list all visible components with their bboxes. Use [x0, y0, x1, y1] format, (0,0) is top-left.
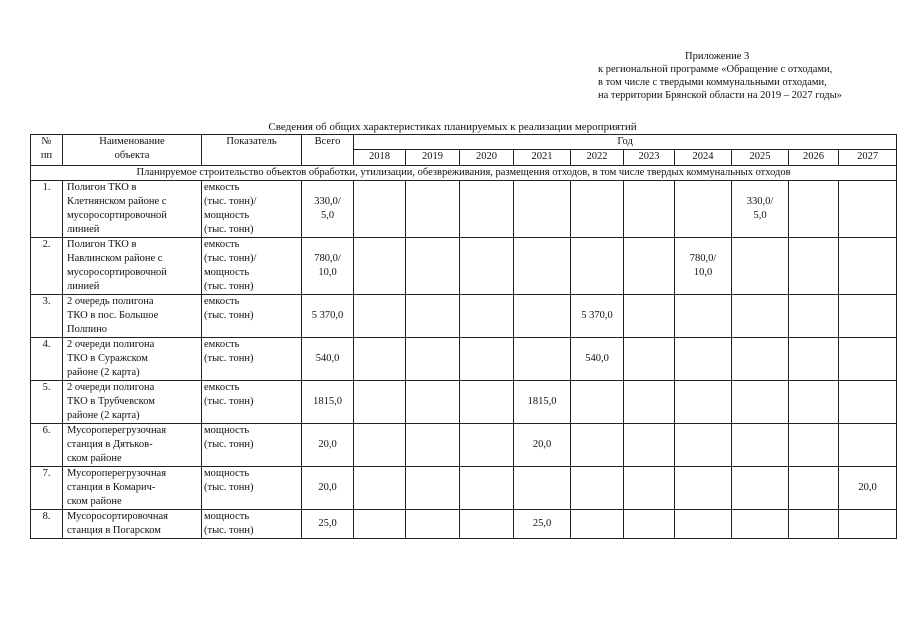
appendix-line: на территории Брянской области на 2019 – 2027 годы» — [598, 90, 842, 101]
indicator: емкость (тыс. тонн)/ мощность (тыс. тонн) — [202, 238, 302, 295]
year-value — [675, 181, 732, 238]
measures-table — [30, 134, 897, 539]
indicator: емкость (тыс. тонн) — [202, 381, 302, 424]
year-value — [732, 295, 789, 338]
header-row — [31, 135, 897, 150]
year-value — [624, 338, 675, 381]
year-value — [789, 510, 839, 539]
year-value — [354, 467, 406, 510]
year-value — [624, 424, 675, 467]
indicator: емкость (тыс. тонн)/ мощность (тыс. тонн) — [202, 181, 302, 238]
row-number: 2. — [31, 238, 63, 295]
row-number: 4. — [31, 338, 63, 381]
appendix-title: Приложение 3 — [685, 51, 750, 62]
object-name: Полигон ТКО в Навлинском районе с мусоросортировочной линией — [63, 238, 202, 295]
year-value — [732, 467, 789, 510]
year-value — [732, 238, 789, 295]
year-value — [514, 295, 571, 338]
year-value — [624, 467, 675, 510]
header-year: 2026 — [789, 150, 839, 166]
year-value — [514, 338, 571, 381]
table-row — [31, 381, 897, 424]
year-value — [624, 238, 675, 295]
year-value — [789, 381, 839, 424]
appendix-line: к региональной программе «Обращение с отходами, — [598, 64, 833, 75]
header-year-group: Год — [354, 135, 897, 150]
year-value — [571, 238, 624, 295]
year-value — [460, 181, 514, 238]
header-year: 2024 — [675, 150, 732, 166]
object-name: Полигон ТКО в Клетнянском районе с мусоросортировочной линией — [63, 181, 202, 238]
total-value: 5 370,0 — [302, 295, 354, 338]
year-value: 5 370,0 — [571, 295, 624, 338]
header-year: 2027 — [839, 150, 897, 166]
year-value: 20,0 — [839, 467, 897, 510]
year-value — [789, 295, 839, 338]
header-year: 2020 — [460, 150, 514, 166]
year-value — [789, 467, 839, 510]
year-value — [460, 338, 514, 381]
year-value — [675, 381, 732, 424]
object-name: 2 очередь полигона ТКО в пос. Большое Полпино — [63, 295, 202, 338]
year-value — [514, 238, 571, 295]
year-value — [354, 238, 406, 295]
year-value — [624, 510, 675, 539]
indicator: мощность (тыс. тонн) — [202, 424, 302, 467]
table-row — [31, 238, 897, 295]
year-value — [675, 510, 732, 539]
row-number: 8. — [31, 510, 63, 539]
year-value — [354, 295, 406, 338]
row-number: 5. — [31, 381, 63, 424]
row-number: 1. — [31, 181, 63, 238]
year-value — [839, 424, 897, 467]
year-value — [354, 181, 406, 238]
header-total: Всего — [302, 135, 354, 166]
year-value — [354, 381, 406, 424]
table-row — [31, 467, 897, 510]
year-value — [460, 238, 514, 295]
year-value — [789, 238, 839, 295]
year-value — [406, 381, 460, 424]
year-value — [571, 424, 624, 467]
section-title: Планируемое строительство объектов обработки, утилизации, обезвреживания, размещения отходов, в том числе твердых коммунальных отходов — [31, 166, 897, 181]
year-value — [406, 181, 460, 238]
indicator: мощность (тыс. тонн) — [202, 467, 302, 510]
year-value — [406, 510, 460, 539]
section-row — [31, 166, 897, 181]
header-year: 2018 — [354, 150, 406, 166]
year-value — [624, 181, 675, 238]
year-value — [514, 467, 571, 510]
object-name: Мусоросортировочная станция в Погарском — [63, 510, 202, 539]
year-value — [839, 295, 897, 338]
year-value — [624, 295, 675, 338]
year-value — [354, 510, 406, 539]
year-value — [460, 467, 514, 510]
year-value: 25,0 — [514, 510, 571, 539]
object-name: 2 очереди полигона ТКО в Суражском районе (2 карта) — [63, 338, 202, 381]
indicator: емкость (тыс. тонн) — [202, 295, 302, 338]
appendix-line: в том числе с твердыми коммунальными отходами, — [598, 77, 827, 88]
year-value — [406, 424, 460, 467]
total-value: 540,0 — [302, 338, 354, 381]
row-number: 3. — [31, 295, 63, 338]
header-year: 2022 — [571, 150, 624, 166]
year-value — [675, 295, 732, 338]
year-value: 1815,0 — [514, 381, 571, 424]
appendix-header — [598, 50, 898, 102]
year-value — [406, 238, 460, 295]
header-name: Наименование объекта — [63, 135, 202, 166]
row-number: 6. — [31, 424, 63, 467]
year-value — [514, 181, 571, 238]
year-value — [624, 381, 675, 424]
row-number: 7. — [31, 467, 63, 510]
year-value — [406, 295, 460, 338]
table-row — [31, 424, 897, 467]
object-name: Мусороперегрузочная станция в Дятьков- ском районе — [63, 424, 202, 467]
year-value — [571, 467, 624, 510]
header-year: 2019 — [406, 150, 460, 166]
year-value — [675, 338, 732, 381]
year-value — [789, 338, 839, 381]
year-value — [789, 424, 839, 467]
year-value — [571, 381, 624, 424]
table-row — [31, 510, 897, 539]
object-name: 2 очереди полигона ТКО в Трубчевском районе (2 карта) — [63, 381, 202, 424]
year-value — [839, 381, 897, 424]
year-value: 330,0/ 5,0 — [732, 181, 789, 238]
header-year: 2023 — [624, 150, 675, 166]
year-value: 540,0 — [571, 338, 624, 381]
object-name: Мусороперегрузочная станция в Комарич- ском районе — [63, 467, 202, 510]
total-value: 780,0/ 10,0 — [302, 238, 354, 295]
table-row — [31, 338, 897, 381]
year-value — [839, 181, 897, 238]
year-value — [354, 424, 406, 467]
year-value — [732, 338, 789, 381]
year-value — [839, 338, 897, 381]
year-value — [460, 510, 514, 539]
year-value — [675, 467, 732, 510]
year-value — [839, 238, 897, 295]
year-value — [406, 467, 460, 510]
total-value: 20,0 — [302, 467, 354, 510]
year-value — [460, 424, 514, 467]
total-value: 20,0 — [302, 424, 354, 467]
year-value — [839, 510, 897, 539]
year-value: 20,0 — [514, 424, 571, 467]
year-value — [571, 510, 624, 539]
year-value — [460, 381, 514, 424]
table-row — [31, 181, 897, 238]
year-value — [571, 181, 624, 238]
header-year: 2025 — [732, 150, 789, 166]
total-value: 1815,0 — [302, 381, 354, 424]
year-value — [460, 295, 514, 338]
year-value — [789, 181, 839, 238]
document-title: Сведения об общих характеристиках планируемых к реализации мероприятий — [268, 121, 637, 133]
indicator: емкость (тыс. тонн) — [202, 338, 302, 381]
table-row — [31, 295, 897, 338]
total-value: 25,0 — [302, 510, 354, 539]
year-value — [675, 424, 732, 467]
year-value — [732, 510, 789, 539]
year-value: 780,0/ 10,0 — [675, 238, 732, 295]
header-num: № пп — [31, 135, 63, 166]
year-value — [732, 381, 789, 424]
header-year: 2021 — [514, 150, 571, 166]
total-value: 330,0/ 5,0 — [302, 181, 354, 238]
year-value — [732, 424, 789, 467]
indicator: мощность (тыс. тонн) — [202, 510, 302, 539]
year-value — [406, 338, 460, 381]
year-value — [354, 338, 406, 381]
header-indicator: Показатель — [202, 135, 302, 166]
